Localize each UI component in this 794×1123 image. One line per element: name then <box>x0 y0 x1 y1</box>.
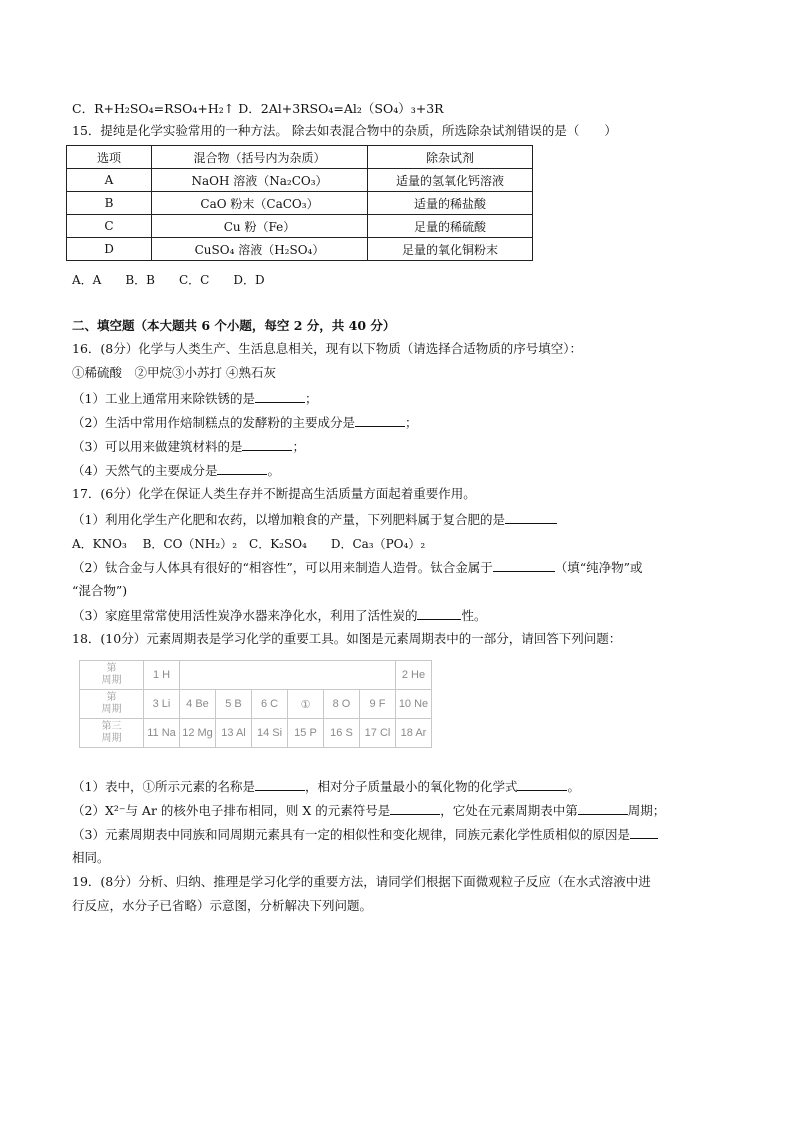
answer-blank[interactable] <box>493 559 555 572</box>
answer-blank[interactable] <box>578 802 628 815</box>
q16-sub4 <box>72 462 280 479</box>
element-cell: 10 Ne <box>396 690 432 719</box>
table-row <box>80 690 432 719</box>
q17-sub2 <box>72 559 643 576</box>
element-cell: 2 He <box>396 661 432 690</box>
answer-blank[interactable] <box>255 778 305 791</box>
q14-options-cd: C．R+H₂SO₄=RSO₄+H₂↑ D．2Al+3RSO₄=Al₂（SO₄）₃+3R <box>72 101 444 116</box>
q18-sub1-text-a: （1）表中，①所示元素的名称是 <box>72 779 255 794</box>
q18-sub3 <box>72 826 658 843</box>
q17-sub2-end: （填“纯净物”或 <box>554 560 643 575</box>
q16-sub3 <box>72 438 305 455</box>
table-row <box>67 192 533 215</box>
q17-sub3-text: （3）家庭里常常使用活性炭净水器来净化水，利用了活性炭的 <box>72 608 418 623</box>
table-row <box>80 719 432 748</box>
table-cell: D <box>67 238 152 261</box>
q16-sub3-end: ； <box>292 439 305 454</box>
element-cell: 15 P <box>288 719 324 748</box>
q16-sub1-text: （1）工业上通常用来除铁锈的是 <box>72 391 255 406</box>
table-cell: NaOH 溶液（Na₂CO₃） <box>152 169 368 192</box>
answer-blank[interactable] <box>242 438 292 451</box>
answer-blank[interactable] <box>630 826 658 839</box>
q17-options: A．KNO₃ B．CO（NH₂）₂ C．K₂SO₄ D．Ca₃（PO₄）₂ <box>72 537 426 551</box>
q18-sub2 <box>72 802 665 819</box>
q16-sub1-end: ； <box>304 391 318 406</box>
table-cell: CaO 粉末（CaCO₃） <box>152 192 368 215</box>
element-cell: 11 Na <box>144 719 180 748</box>
table-row <box>67 169 533 192</box>
table-header-cell: 除杂试剂 <box>368 146 533 169</box>
table-cell: 适量的氢氧化钙溶液 <box>368 169 533 192</box>
table-row <box>67 215 533 238</box>
answer-blank[interactable] <box>217 462 267 475</box>
element-cell: 17 Cl <box>360 719 396 748</box>
q19-stem-cont: 行反应，水分子已省略）示意图，分析解决下列问题。 <box>72 898 373 913</box>
element-cell: 18 Ar <box>396 719 432 748</box>
period-label: 第三 周期 <box>80 719 144 748</box>
q16-sub1 <box>72 390 317 407</box>
table-cell: 足量的氧化铜粉末 <box>368 238 533 261</box>
q18-sub1-text-b: ，相对分子质量最小的氧化物的化学式 <box>304 779 518 794</box>
answer-blank[interactable] <box>417 607 461 620</box>
element-cell: 16 S <box>324 719 360 748</box>
q16-stem: 16．(8分）化学与人类生产、生活息息相关，现有以下物质（请选择合适物质的序号填空）： <box>72 341 582 356</box>
element-cell: 13 Al <box>216 719 252 748</box>
answer-blank[interactable] <box>517 778 567 791</box>
table-cell: A <box>67 169 152 192</box>
q16-sub3-text: （3）可以用来做建筑材料的是 <box>72 439 243 454</box>
answer-blank[interactable] <box>255 390 305 403</box>
table-cell: B <box>67 192 152 215</box>
element-cell: 5 B <box>216 690 252 719</box>
period-label: 第 周期 <box>80 690 144 719</box>
q17-sub2-cont: “混合物”) <box>72 583 128 598</box>
answer-blank[interactable] <box>355 414 405 427</box>
q15-table-header <box>67 146 533 169</box>
q16-sub2 <box>72 414 417 431</box>
element-cell: 4 Be <box>180 690 216 719</box>
q16-sub4-end: 。 <box>267 463 280 478</box>
q18-stem: 18．(10分）元素周期表是学习化学的重要工具。如图是元素周期表中的一部分，请回答下列问题： <box>72 631 622 646</box>
q18-sub2-text-b: ，它处在元素周期表中第 <box>440 803 578 818</box>
q18-sub3-text: （3）元素周期表中同族和同周期元素具有一定的相似性和变化规律，同族元素化学性质相似的原因是 <box>72 827 630 842</box>
q19-stem: 19．(8分）分析、归纳、推理是学习化学的重要方法，请同学们根据下面微观粒子反应（在水式溶液中进 <box>72 874 651 889</box>
q15-options: A．A B．B C．C D．D <box>72 273 265 287</box>
q17-stem: 17．(6分）化学在保证人类生存并不断提高生活质量方面起着重要作用。 <box>72 486 476 501</box>
q15-stem: 15．提纯是化学实验常用的一种方法。 除去如表混合物中的杂质，所选除杂试剂错误的是（ ） <box>72 123 617 138</box>
table-cell: CuSO₄ 溶液（H₂SO₄） <box>152 238 368 261</box>
q18-sub3-cont: 相同。 <box>72 850 110 865</box>
answer-blank[interactable] <box>505 511 557 524</box>
table-header-cell: 混合物（括号内为杂质） <box>152 146 368 169</box>
q18-sub2-text-a: （2）X²⁻与 Ar 的核外电子排布相同，则 X 的元素符号是 <box>72 803 391 818</box>
table-cell: 适量的稀盐酸 <box>368 192 533 215</box>
q18-sub1-end: 。 <box>567 779 580 794</box>
period-label: 第 周期 <box>80 661 144 690</box>
empty-region <box>180 661 396 690</box>
q15-table <box>66 145 533 261</box>
section-title: 二、填空题（本大题共 6 个小题，每空 2 分，共 40 分） <box>72 318 396 333</box>
q16-sub4-text: （4）天然气的主要成分是 <box>72 463 218 478</box>
element-cell: 1 H <box>144 661 180 690</box>
element-cell: 3 Li <box>144 690 180 719</box>
element-cell: 12 Mg <box>180 719 216 748</box>
q16-sub2-end: ； <box>404 415 418 430</box>
q17-sub3-end: 性。 <box>461 608 487 623</box>
element-cell-marker: ① <box>288 690 324 719</box>
element-cell: 14 Si <box>252 719 288 748</box>
answer-blank[interactable] <box>390 802 440 815</box>
table-header-cell: 选项 <box>67 146 152 169</box>
q17-sub1-text: （1）利用化学生产化肥和农药，以增加粮食的产量，下列肥料属于复合肥的是 <box>72 512 505 527</box>
element-cell: 6 C <box>252 690 288 719</box>
table-cell: C <box>67 215 152 238</box>
q18-sub1 <box>72 778 580 795</box>
table-row <box>80 661 432 690</box>
table-cell: 足量的稀硫酸 <box>368 215 533 238</box>
q17-sub3 <box>72 607 486 624</box>
q16-sub2-text: （2）生活中常用作焙制糕点的发酵粉的主要成分是 <box>72 415 355 430</box>
element-cell: 8 O <box>324 690 360 719</box>
element-cell: 9 F <box>360 690 396 719</box>
q18-sub2-end: 周期； <box>627 803 666 818</box>
q16-substances: ①稀硫酸 ②甲烷③小苏打 ④熟石灰 <box>72 365 276 380</box>
q17-sub2-text: （2）钛合金与人体具有很好的“相容性”，可以用来制造人造骨。钛合金属于 <box>72 560 493 575</box>
q17-sub1 <box>72 511 557 528</box>
table-row <box>67 238 533 261</box>
table-cell: Cu 粉（Fe） <box>152 215 368 238</box>
periodic-table-excerpt <box>79 660 432 748</box>
